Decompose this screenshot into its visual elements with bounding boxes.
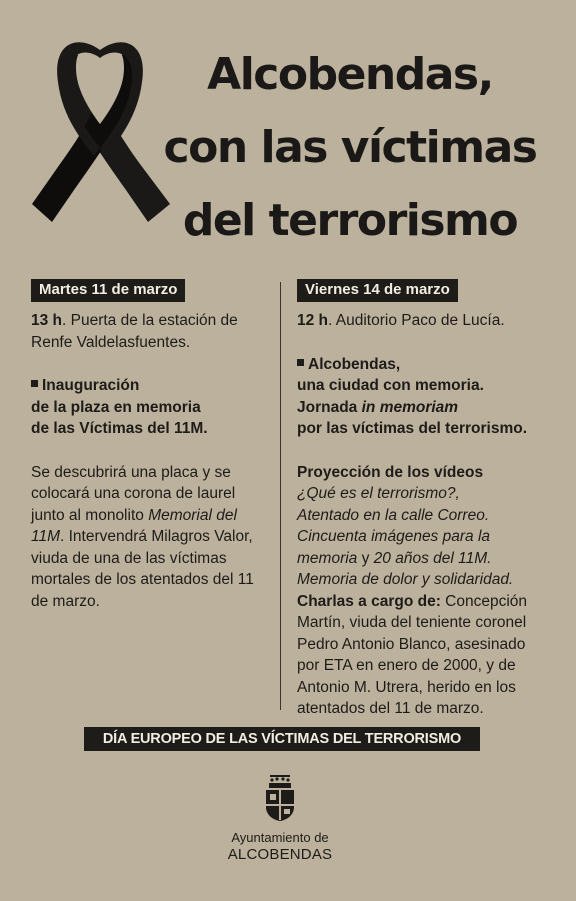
- event-time-location: [297, 310, 552, 332]
- event-location: . Puerta de la estación de Renfe Valdelasfuentes.: [31, 312, 238, 351]
- in-memoriam-label: in memoriam: [361, 398, 459, 416]
- video-title: Cincuenta imágenes para la: [297, 528, 491, 545]
- event-time-location: [31, 310, 271, 353]
- video-title: ¿Qué es el terrorismo?,: [297, 485, 460, 502]
- event-heading-line-1: Alcobendas,: [308, 355, 401, 373]
- event-heading-line-2: una ciudad con memoria.: [297, 377, 484, 394]
- event-heading-line-3: de las Víctimas del 11M.: [31, 420, 208, 437]
- title-line-3: del terrorismo: [182, 195, 518, 246]
- title-line-1: Alcobendas,: [207, 49, 493, 100]
- organization-name-line-1: Ayuntamiento de: [231, 830, 329, 845]
- video-title: 20 años del 11M.: [373, 549, 492, 567]
- event-description: [31, 462, 271, 613]
- page-title: [150, 38, 550, 257]
- event-description-part-1: Se descubrirá una placa y se colocará una corona de laurel junto al monolito: [31, 463, 236, 524]
- video-title: Atentado en la calle Correo.: [297, 506, 490, 524]
- bullet-square-icon: [31, 380, 38, 387]
- date-tag-tuesday: Martes 11 de marzo: [31, 279, 185, 302]
- european-day-banner: DÍA EUROPEO DE LAS VÍCTIMAS DEL TERRORISMO: [84, 727, 480, 751]
- title-line-2: con las víctimas: [163, 122, 537, 173]
- event-column-right: [297, 279, 552, 720]
- event-description-part-2: . Intervendrá Milagros Valor, viuda de una de las víctimas mortales de los atentados del 11 de marzo.: [31, 528, 254, 610]
- video-list: [297, 462, 552, 591]
- coat-of-arms-icon: [264, 775, 296, 821]
- talks-paragraph: [297, 591, 552, 720]
- video-title: memoria: [297, 549, 358, 567]
- event-heading-line-1: Inauguración: [42, 377, 140, 394]
- organization-name-line-2: ALCOBENDAS: [227, 846, 333, 863]
- monolith-name: Memorial del 11M: [31, 506, 237, 545]
- event-heading: [31, 375, 271, 440]
- video-conjunction: y: [357, 549, 374, 567]
- column-divider: [280, 282, 281, 710]
- event-heading-line-2: de la plaza en memoria: [31, 398, 201, 416]
- video-title: Memoria de dolor y solidaridad.: [297, 571, 514, 588]
- event-location: . Auditorio Paco de Lucía.: [328, 312, 505, 329]
- bullet-square-icon: [297, 359, 304, 366]
- event-heading-line-4: por las víctimas del terrorismo.: [297, 420, 528, 437]
- event-heading: [297, 354, 552, 440]
- event-time: 12 h: [297, 312, 329, 329]
- talks-heading: Charlas a cargo de:: [297, 592, 441, 610]
- date-tag-friday: Viernes 14 de marzo: [297, 279, 458, 302]
- video-list-heading: Proyección de los vídeos: [297, 463, 484, 481]
- event-heading-line-3: Jornada: [297, 398, 362, 416]
- talks-text: Concepción Martín, viuda del teniente coronel Pedro Antonio Blanco, asesinado por ETA en enero de 2000, y de Antonio M. Utrera, herido en los atentados del 11 de marzo.: [297, 592, 528, 717]
- event-time: 13 h: [31, 312, 63, 329]
- event-column-left: [31, 279, 271, 612]
- black-ribbon-icon: [30, 32, 170, 252]
